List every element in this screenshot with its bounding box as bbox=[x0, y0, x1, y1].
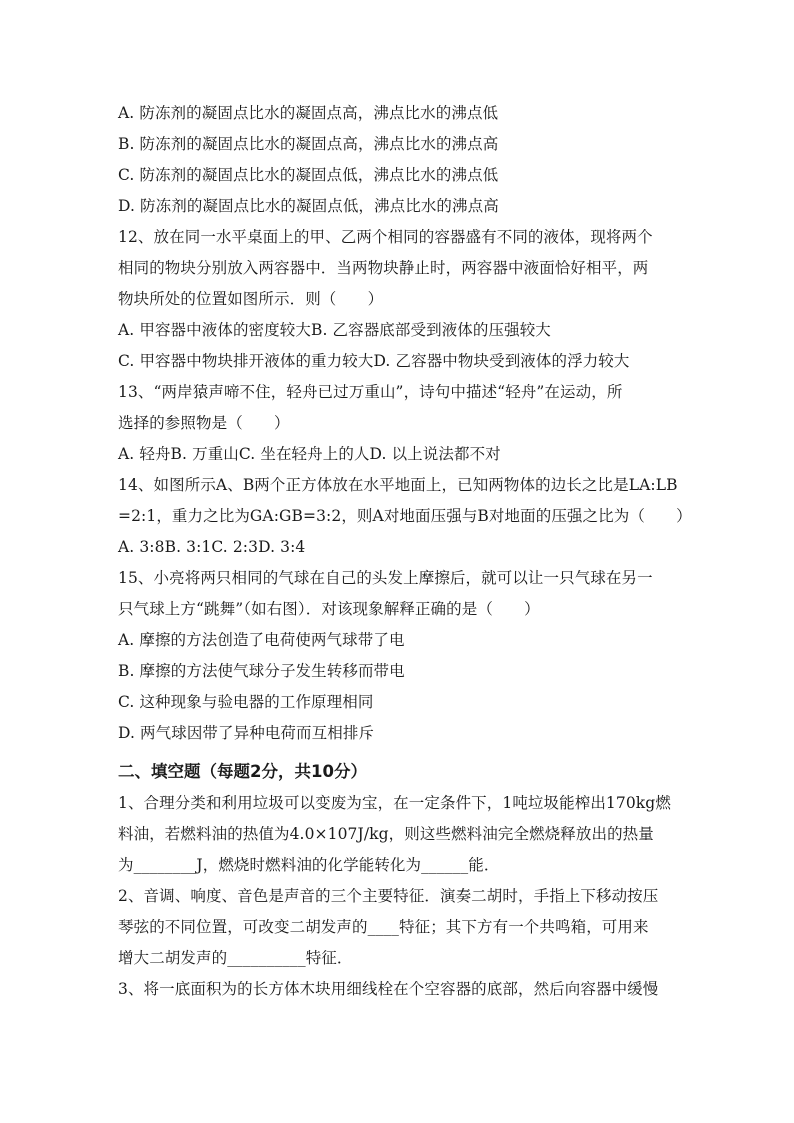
question-11-options bbox=[118, 98, 678, 222]
option-line: C. 甲容器中物块排开液体的重力较大D. 乙容器中物块受到液体的浮力较大 bbox=[118, 352, 630, 370]
option-c: C. 这种现象与验电器的工作原理相同 bbox=[118, 693, 374, 711]
option-d: D. 防冻剂的凝固点比水的凝固点低，沸点比水的沸点高 bbox=[118, 197, 499, 215]
question-12 bbox=[118, 222, 678, 377]
question-text-line: =2:1，重力之比为GA:GB=3:2，则A对地面压强与B对地面的压强之比为（ ） bbox=[118, 507, 692, 525]
question-text-line: 3、将一底面积为的长方体木块用细线栓在个空容器的底部，然后向容器中缓慢 bbox=[118, 980, 659, 998]
question-13 bbox=[118, 377, 678, 470]
option-c: C. 防冻剂的凝固点比水的凝固点低，沸点比水的沸点低 bbox=[118, 166, 499, 184]
option-b: B. 摩擦的方法使气球分子发生转移而带电 bbox=[118, 662, 405, 680]
question-text-line: 14、如图所示A、B两个正方体放在水平地面上，已知两物体的边长之比是LA:LB bbox=[118, 476, 678, 494]
question-15 bbox=[118, 563, 678, 749]
question-text-line: 琴弦的不同位置，可改变二胡发声的____特征；其下方有一个共鸣箱，可用来 bbox=[118, 918, 649, 936]
question-text-line: 12、放在同一水平桌面上的甲、乙两个相同的容器盛有不同的液体，现将两个 bbox=[118, 228, 653, 246]
fill-question-1 bbox=[118, 788, 678, 881]
question-text-line: 15、小亮将两只相同的气球在自己的头发上摩擦后，就可以让一只气球在另一 bbox=[118, 569, 653, 587]
question-text-line: 2、音调、响度、音色是声音的三个主要特征．演奏二胡时，手指上下移动按压 bbox=[118, 887, 659, 905]
option-b: B. 防冻剂的凝固点比水的凝固点高，沸点比水的沸点高 bbox=[118, 135, 499, 153]
option-line: A. 甲容器中液体的密度较大B. 乙容器底部受到液体的压强较大 bbox=[118, 321, 551, 339]
question-text-line: 物块所处的位置如图所示．则（ ） bbox=[118, 290, 384, 308]
fill-question-2 bbox=[118, 881, 678, 974]
exam-page bbox=[118, 98, 692, 1005]
question-text-line: 相同的物块分别放入两容器中．当两物块静止时，两容器中液面恰好相平，两 bbox=[118, 259, 649, 277]
question-text-line: 增大二胡发声的__________特征． bbox=[118, 949, 353, 967]
fill-question-3 bbox=[118, 974, 678, 1005]
question-text-line: 只气球上方“跳舞”（如右图）．对该现象解释正确的是（ ） bbox=[118, 600, 540, 618]
question-text-line: 1、合理分类和利用垃圾可以变废为宝，在一定条件下，1吨垃圾能榨出170kg燃 bbox=[118, 794, 671, 812]
option-a: A. 防冻剂的凝固点比水的凝固点高，沸点比水的沸点低 bbox=[118, 104, 499, 122]
question-text-line: 13、“两岸猿声啼不住，轻舟已过万重山”，诗句中描述“轻舟”在运动，所 bbox=[118, 383, 623, 401]
question-text-line: 为________J，燃烧时燃料油的化学能转化为______能． bbox=[118, 856, 500, 874]
question-text-line: 选择的参照物是（ ） bbox=[118, 414, 290, 432]
question-14 bbox=[118, 470, 692, 563]
section-heading: 二、填空题（每题2分，共10分） bbox=[118, 762, 367, 781]
option-d: D. 两气球因带了异种电荷而互相排斥 bbox=[118, 724, 375, 742]
option-a: A. 摩擦的方法创造了电荷使两气球带了电 bbox=[118, 631, 405, 649]
option-line: A. 轻舟B. 万重山C. 坐在轻舟上的人D. 以上说法都不对 bbox=[118, 445, 501, 463]
question-text-line: 料油，若燃料油的热值为4.0×107J/kg，则这些燃料油完全燃烧释放出的热量 bbox=[118, 825, 654, 843]
option-line: A. 3:8B. 3:1C. 2:3D. 3:4 bbox=[118, 538, 306, 556]
